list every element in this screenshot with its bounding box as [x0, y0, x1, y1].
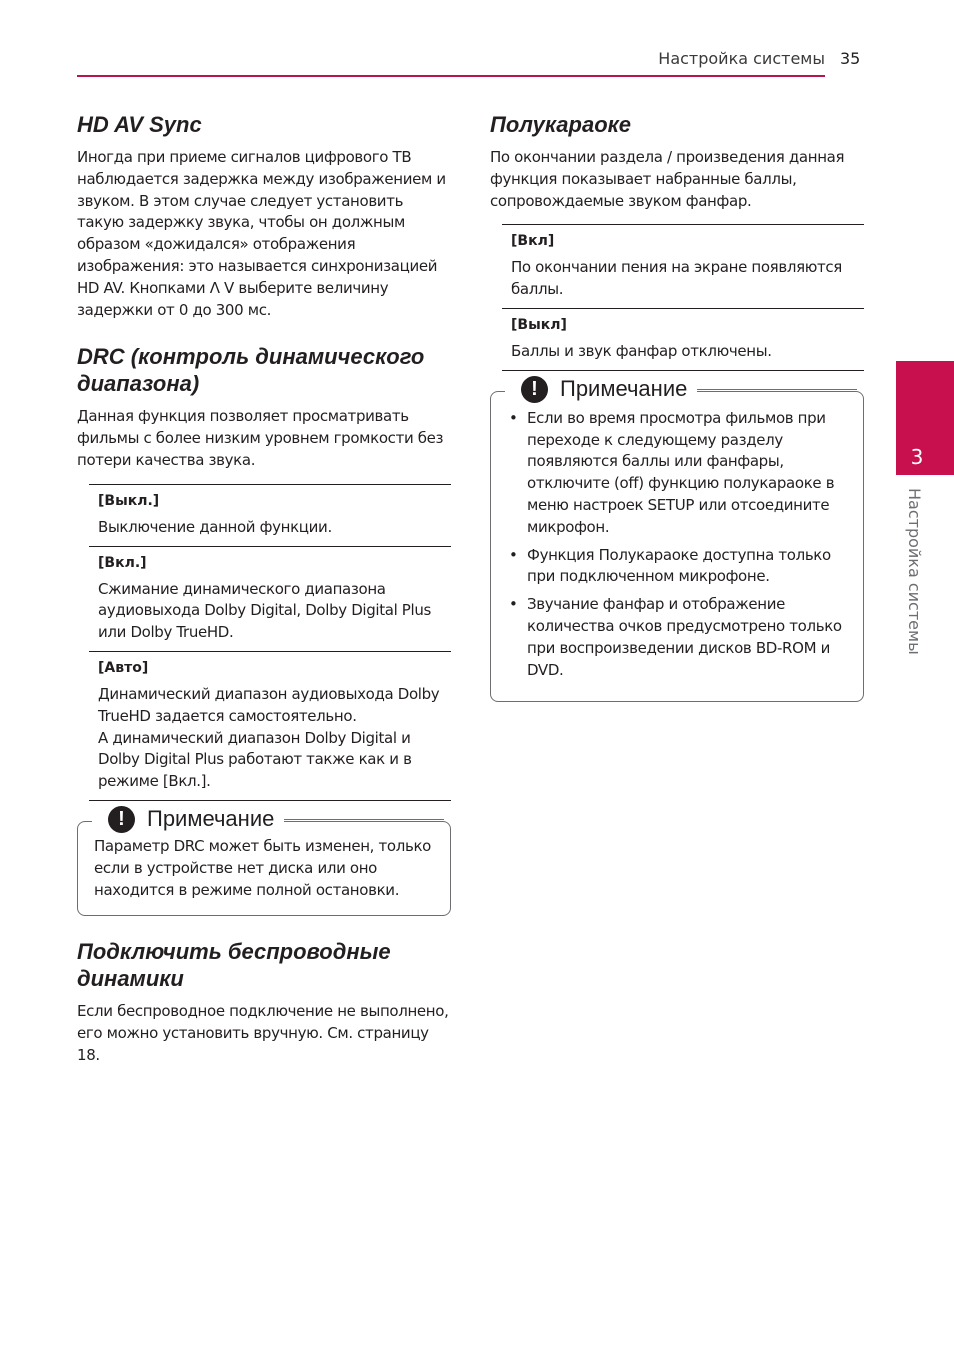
option-row: [502, 224, 864, 308]
option-description: Сжимание динамического диапазона аудиовыхода Dolby Digital, Dolby Digital Plus или Dolby TrueHD.: [98, 579, 431, 642]
chapter-label: Настройка системы: [905, 488, 924, 655]
note-label: Примечание: [147, 806, 275, 832]
option-description: Баллы и звук фанфар отключены.: [511, 341, 772, 360]
section-text: Данная функция позволяет просматривать фильмы с более низким уровнем громкости без потери качества звука.: [77, 407, 444, 469]
option-row: [89, 651, 451, 800]
option-name: [Авто]: [98, 659, 149, 676]
left-column: [77, 111, 451, 1067]
note-list-item: • Звучание фанфар и отображение количества очков предусмотрено только при воспроизведении дисков BD-ROM и DVD.: [507, 594, 849, 681]
page-number: 35: [840, 49, 861, 68]
option-row: [89, 484, 451, 546]
right-column: [490, 111, 864, 702]
section-wireless-speakers: [77, 938, 451, 1066]
exclamation-icon: !: [108, 806, 135, 833]
section-text: Если беспроводное подключение не выполнено, его можно установить вручную. См. страницу 18.: [77, 1002, 449, 1064]
note-box: [490, 376, 864, 703]
section-drc: [77, 343, 451, 916]
section-hd-av-sync: [77, 111, 451, 321]
option-row: [502, 308, 864, 370]
option-description-extra: А динамический диапазон Dolby Digital и Dolby Digital Plus работают также как и в режиме [Вкл.].: [98, 728, 412, 791]
note-list-item: • Функция Полукараоке доступна только при подключенном микрофоне.: [507, 545, 849, 589]
option-row: [89, 546, 451, 651]
option-description: Выключение данной функции.: [98, 517, 332, 536]
exclamation-icon: !: [521, 376, 548, 403]
note-list-item: • Если во время просмотра фильмов при переходе к следующему разделу появляются баллы или фанфары, отключите (off) функцию полукараоке в меню настроек SETUP или отсоедините микрофон.: [507, 408, 849, 539]
option-name: [Выкл.]: [98, 492, 160, 509]
option-name: [Вкл.]: [98, 554, 147, 571]
option-description: Динамический диапазон аудиовыхода Dolby TrueHD задается самостоятельно.: [98, 684, 440, 725]
note-list: [507, 408, 849, 682]
option-name: [Вкл]: [511, 233, 555, 250]
section-title: Полукараоке: [490, 112, 632, 137]
note-header: [505, 376, 697, 403]
options-table: [89, 484, 451, 801]
options-table: [502, 224, 864, 370]
note-box: [77, 806, 451, 916]
note-text: Параметр DRC может быть изменен, только если в устройстве нет диска или оно находится в режиме полной остановки.: [94, 836, 431, 899]
option-description: По окончании пения на экране появляются баллы.: [511, 258, 842, 299]
section-text: Иногда при приеме сигналов цифрового ТВ наблюдается задержка между изображением и звуком. В этом случае следует установить такую задержку звука, чтобы он должным образом «дожидался» отображения изображения: это называется синхронизацией HD AV. Кнопками Λ V выберите величину задержки от 0 до 300 мс.: [77, 148, 446, 319]
chapter-number: 3: [910, 445, 924, 469]
chapter-tab: [896, 361, 954, 475]
note-label: Примечание: [560, 376, 688, 402]
header-divider: [77, 75, 825, 77]
section-karaoke: [490, 111, 864, 702]
note-header: [92, 806, 284, 833]
section-title: DRC (контроль динамического диапазона): [77, 344, 425, 397]
header-title: Настройка системы: [658, 49, 825, 68]
section-text: По окончании раздела / произведения данная функция показывает набранные баллы, сопровождаемые звуком фанфар.: [490, 148, 845, 210]
section-title: Подключить беспроводные динамики: [77, 939, 391, 992]
option-name: [Выкл]: [511, 316, 567, 333]
section-title: HD AV Sync: [77, 112, 202, 137]
